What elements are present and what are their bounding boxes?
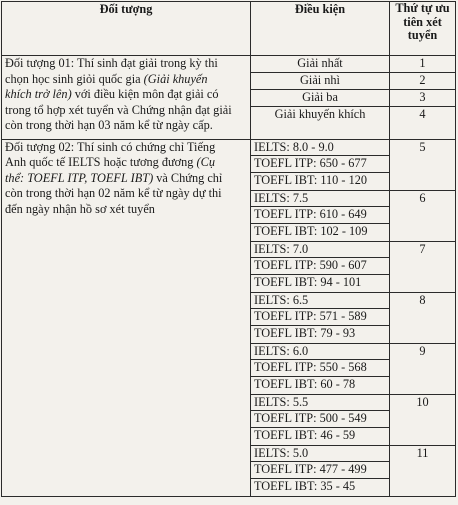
- header-priority-line: Thứ tự ưu: [395, 1, 450, 15]
- score-line: TOEFL ITP: 500 - 549: [251, 411, 389, 428]
- italic-text: thể: TOEFL ITP, TOEFL IBT): [5, 170, 154, 185]
- header-row: [2, 2, 456, 56]
- priority-cell: 8: [390, 292, 456, 343]
- priority-cell: 10: [390, 394, 456, 445]
- score-line: TOEFL IBT: 94 - 101: [254, 274, 362, 289]
- priority-cell: 5: [390, 139, 456, 190]
- score-line: TOEFL ITP: 571 - 589: [251, 309, 389, 326]
- table-row: [2, 139, 456, 190]
- priority-cell: 7: [390, 241, 456, 292]
- group2-description: [2, 139, 251, 496]
- score-line: TOEFL IBT: 79 - 93: [254, 325, 356, 340]
- description-line: [5, 72, 247, 88]
- description-line: [5, 56, 247, 72]
- priority-cell: 1: [390, 56, 456, 73]
- table-row: [2, 56, 456, 73]
- text: và Chứng chỉ: [153, 170, 223, 185]
- score-line: TOEFL ITP: 650 - 677: [251, 156, 389, 173]
- admission-priority-table: [1, 1, 456, 497]
- description-line: [5, 103, 247, 119]
- condition-cell: Giải ba: [251, 89, 390, 106]
- description-line: [5, 140, 247, 156]
- condition-cell: Giải khuyến khích: [251, 106, 390, 139]
- score-line: TOEFL IBT: 46 - 59: [254, 427, 356, 442]
- description-line: [5, 202, 247, 218]
- description-line: [5, 87, 247, 103]
- italic-text: (Cụ: [196, 155, 215, 169]
- italic-text: (Giải khuyến: [143, 71, 208, 86]
- condition-cell: [251, 445, 390, 496]
- text: chọn học sinh giỏi quốc gia: [5, 71, 144, 86]
- italic-text: khích trở lên): [5, 87, 72, 101]
- group1-description: [2, 56, 251, 140]
- score-line: TOEFL ITP: 550 - 568: [251, 360, 389, 377]
- priority-cell: 2: [390, 72, 456, 89]
- score-line: TOEFL ITP: 610 - 649: [251, 207, 389, 224]
- text: Anh quốc tế IELTS hoặc tương đương: [5, 155, 197, 169]
- score-line: TOEFL IBT: 110 - 120: [254, 172, 368, 187]
- text: đến ngày nhận hồ sơ xét tuyển: [5, 201, 155, 216]
- text: với điều kiện môn đạt giải có: [71, 87, 219, 101]
- score-line: TOEFL ITP: 590 - 607: [251, 258, 389, 275]
- header-priority: [390, 2, 456, 56]
- score-line: IELTS: 6.0: [251, 344, 389, 361]
- description-line: [5, 118, 247, 134]
- condition-cell: [251, 241, 390, 292]
- text: Đối tượng 02: Thí sinh có chứng chỉ Tiếng: [5, 139, 216, 154]
- header-subject: Đối tượng: [2, 2, 251, 56]
- text: còn trong thời hạn 02 năm kể từ ngày dự thi: [5, 186, 222, 200]
- score-line: IELTS: 8.0 - 9.0: [251, 140, 389, 157]
- score-line: TOEFL IBT: 35 - 45: [254, 478, 356, 493]
- header-priority-line: tiên xét: [403, 14, 442, 29]
- description-line: [5, 171, 247, 187]
- score-line: TOEFL IBT: 102 - 109: [254, 223, 368, 238]
- description-line: [5, 186, 247, 202]
- score-line: IELTS: 6.5: [251, 293, 389, 310]
- score-line: IELTS: 7.5: [251, 191, 389, 208]
- score-line: TOEFL ITP: 477 - 499: [251, 462, 389, 479]
- description-line: [5, 155, 247, 171]
- text: Đối tượng 01: Thí sinh đạt giải trong kỳ thi: [5, 56, 218, 70]
- condition-cell: [251, 292, 390, 343]
- text: còn trong thời hạn 03 năm kể từ ngày cấp.: [5, 118, 213, 132]
- priority-cell: 4: [390, 106, 456, 139]
- header-priority-line: tuyển: [407, 28, 438, 42]
- priority-cell: 6: [390, 190, 456, 241]
- score-line: IELTS: 7.0: [251, 242, 389, 259]
- condition-cell: [251, 394, 390, 445]
- condition-cell: [251, 190, 390, 241]
- header-condition: Điều kiện: [251, 2, 390, 56]
- text: trong tổ hợp xét tuyển và Chứng nhận đạt giải: [5, 102, 232, 117]
- score-line: TOEFL IBT: 60 - 78: [254, 376, 356, 391]
- priority-cell: 11: [390, 445, 456, 496]
- priority-cell: 9: [390, 343, 456, 394]
- score-line: IELTS: 5.0: [251, 446, 389, 463]
- priority-cell: 3: [390, 89, 456, 106]
- condition-cell: [251, 343, 390, 394]
- condition-cell: Giải nhì: [251, 72, 390, 89]
- condition-cell: [251, 139, 390, 190]
- score-line: IELTS: 5.5: [251, 395, 389, 412]
- condition-cell: Giải nhất: [251, 56, 390, 73]
